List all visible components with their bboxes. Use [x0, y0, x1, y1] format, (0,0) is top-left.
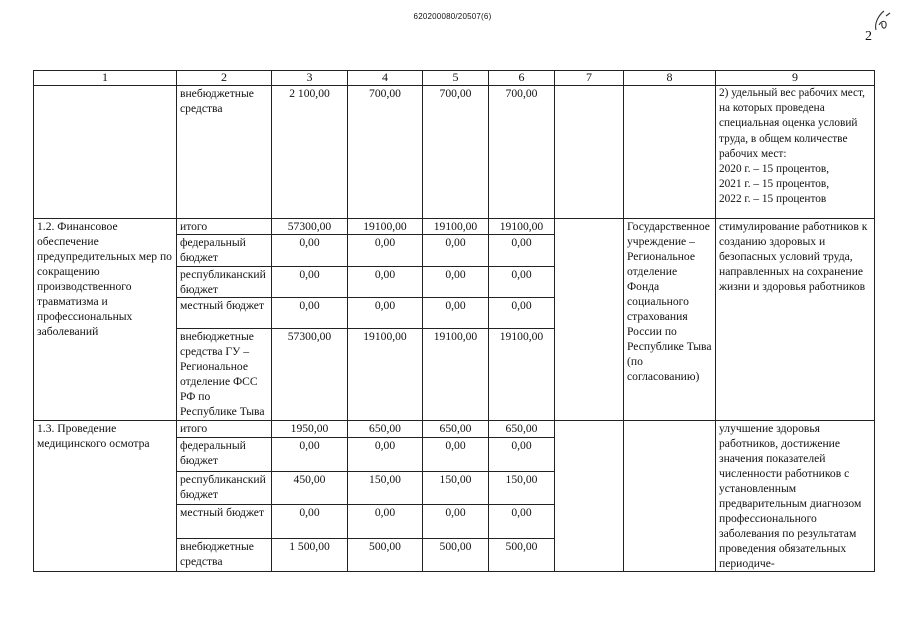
amount-2022: 0,00 — [489, 267, 555, 298]
amount-2020: 0,00 — [348, 235, 423, 267]
amount-total: 0,00 — [272, 298, 348, 329]
column-number: 7 — [555, 71, 624, 86]
amount-total: 2 100,00 — [272, 86, 348, 219]
executor: Государственное учреждение – Региональное отделение Фонда социального страхования России по Республике Тыва (по согласованию) — [624, 219, 716, 421]
column-number: 9 — [716, 71, 875, 86]
column-number: 6 — [489, 71, 555, 86]
amount-total: 450,00 — [272, 471, 348, 504]
amount-2021: 19100,00 — [423, 219, 489, 235]
amount-2020: 0,00 — [348, 267, 423, 298]
amount-2022: 0,00 — [489, 438, 555, 471]
column-number: 8 — [624, 71, 716, 86]
amount-total: 0,00 — [272, 505, 348, 538]
funding-source: местный бюджет — [177, 298, 272, 329]
amount-2022: 19100,00 — [489, 219, 555, 235]
measure-title: 1.2. Финансовое обеспечение предупредительных мер по сокращению производственного травматизма и профессиональных заболеваний — [34, 219, 177, 421]
column-number-row — [34, 71, 875, 86]
amount-2021: 19100,00 — [423, 329, 489, 421]
table-row — [34, 421, 875, 438]
table-row — [34, 219, 875, 235]
amount-2020: 0,00 — [348, 298, 423, 329]
amount-2022: 150,00 — [489, 471, 555, 504]
amount-2022: 0,00 — [489, 505, 555, 538]
amount-total: 0,00 — [272, 438, 348, 471]
funding-source: итого — [177, 219, 272, 235]
amount-2020: 150,00 — [348, 471, 423, 504]
expected-result: 2) удельный вес рабочих мест, на которых проведена специальная оценка условий труда, в общем количестве рабочих мест: 2020 г. – 15 процентов, 2021 г. – 15 процентов, 2022 г. – 15 процентов — [716, 86, 875, 219]
deadline-cell — [555, 219, 624, 421]
measure-title: 1.3. Проведение медицинского осмотра — [34, 421, 177, 572]
page-number: 2 — [865, 29, 872, 44]
amount-2020: 19100,00 — [348, 219, 423, 235]
amount-2020: 19100,00 — [348, 329, 423, 421]
amount-total: 57300,00 — [272, 219, 348, 235]
funding-source: внебюджетные средства — [177, 86, 272, 219]
table-row — [34, 86, 875, 219]
column-number: 2 — [177, 71, 272, 86]
amount-2022: 700,00 — [489, 86, 555, 219]
expected-result: стимулирование работников к созданию здоровых и безопасных условий труда, направленных на сохранение жизни и здоровья работников — [716, 219, 875, 421]
amount-total: 1950,00 — [272, 421, 348, 438]
amount-2021: 0,00 — [423, 505, 489, 538]
amount-total: 0,00 — [272, 235, 348, 267]
document-code: 620200080/20507(6) — [413, 12, 492, 21]
amount-2020: 500,00 — [348, 538, 423, 571]
deadline-cell — [555, 421, 624, 572]
executor-cell — [624, 421, 716, 572]
amount-2022: 650,00 — [489, 421, 555, 438]
funding-source: федеральный бюджет — [177, 438, 272, 471]
measures-table — [33, 70, 875, 572]
column-number: 4 — [348, 71, 423, 86]
column-number: 5 — [423, 71, 489, 86]
amount-2021: 150,00 — [423, 471, 489, 504]
funding-source: внебюджетные средства ГУ – Региональное отделение ФСС РФ по Республике Тыва — [177, 329, 272, 421]
amount-2021: 650,00 — [423, 421, 489, 438]
amount-2021: 700,00 — [423, 86, 489, 219]
amount-2021: 500,00 — [423, 538, 489, 571]
amount-total: 1 500,00 — [272, 538, 348, 571]
amount-2022: 19100,00 — [489, 329, 555, 421]
amount-total: 0,00 — [272, 267, 348, 298]
amount-2021: 0,00 — [423, 298, 489, 329]
column-number: 1 — [34, 71, 177, 86]
amount-2020: 0,00 — [348, 505, 423, 538]
funding-source: местный бюджет — [177, 505, 272, 538]
measure-cell — [34, 86, 177, 219]
amount-2020: 700,00 — [348, 86, 423, 219]
amount-2020: 0,00 — [348, 438, 423, 471]
column-number: 3 — [272, 71, 348, 86]
amount-2021: 0,00 — [423, 267, 489, 298]
funding-source: республиканский бюджет — [177, 471, 272, 504]
amount-2022: 0,00 — [489, 235, 555, 267]
amount-2020: 650,00 — [348, 421, 423, 438]
funding-source: итого — [177, 421, 272, 438]
funding-source: республиканский бюджет — [177, 267, 272, 298]
executor-cell — [624, 86, 716, 219]
funding-source: федеральный бюджет — [177, 235, 272, 267]
funding-source: внебюджетные средства — [177, 538, 272, 571]
deadline-cell — [555, 86, 624, 219]
amount-2021: 0,00 — [423, 438, 489, 471]
amount-2022: 500,00 — [489, 538, 555, 571]
amount-total: 57300,00 — [272, 329, 348, 421]
amount-2022: 0,00 — [489, 298, 555, 329]
amount-2021: 0,00 — [423, 235, 489, 267]
handwritten-mark — [872, 8, 892, 34]
expected-result: улучшение здоровья работников, достижение значения показателей численности работников с установленным предварительным диагнозом профессионального заболевания по результатам проведения обязательных периодиче- — [716, 421, 875, 572]
